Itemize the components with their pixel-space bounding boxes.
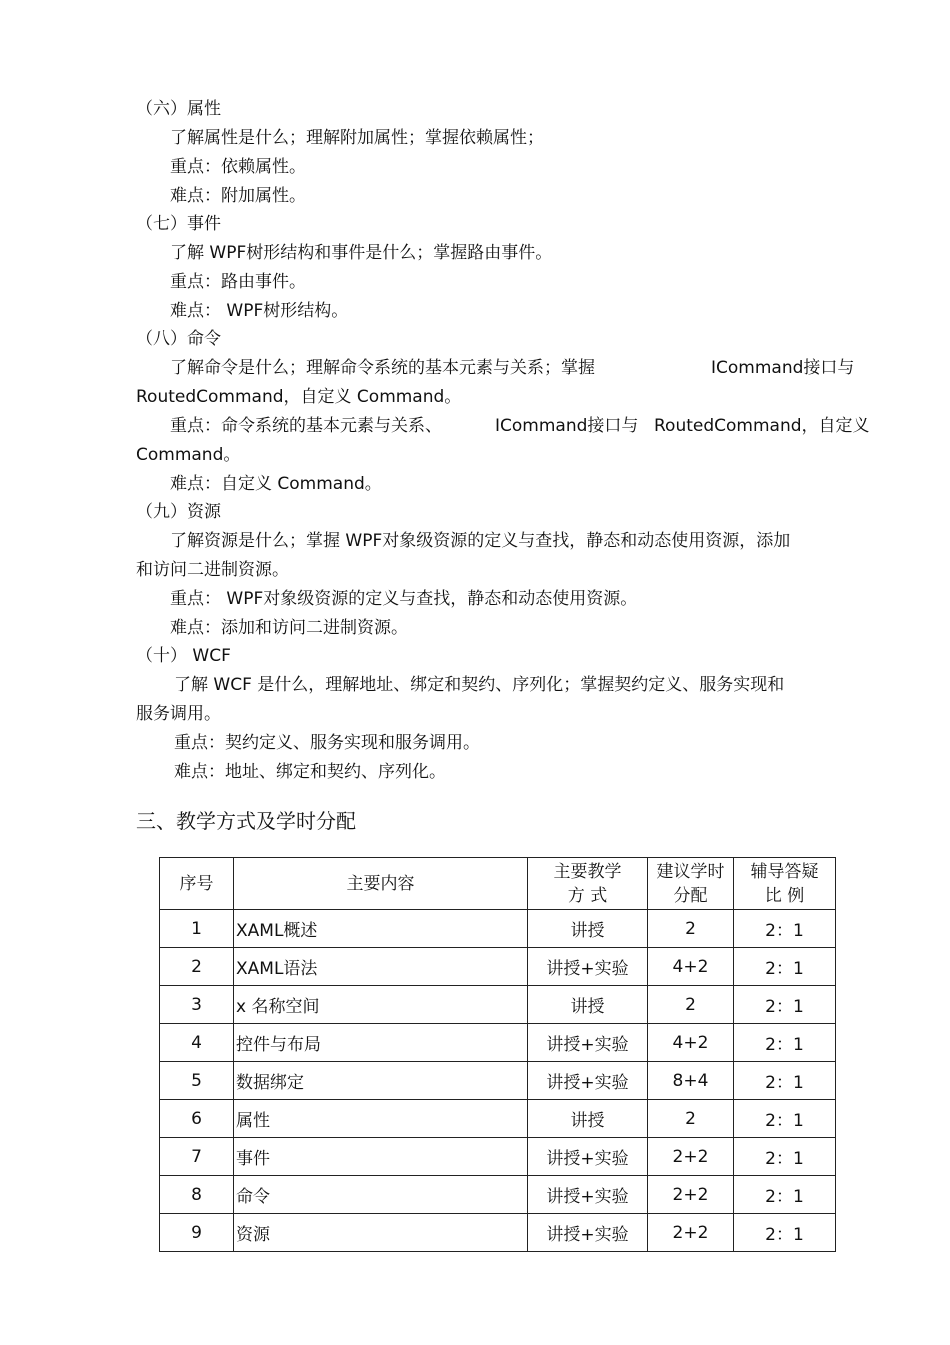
row-content-cell: XAML语法 <box>234 948 528 986</box>
section-7-intro: 了解 WPF树形结构和事件是什么；掌握路由事件。 <box>170 243 553 263</box>
row-ratio-cell: 2：1 <box>734 1214 836 1252</box>
row-ratio-cell: 2：1 <box>734 948 836 986</box>
row-ratio-cell: 2：1 <box>734 1176 836 1214</box>
section-10-heading: （十） WCF <box>136 646 231 666</box>
header-cell: 辅导答疑 比 例 <box>734 858 836 910</box>
row-hours-cell: 2+2 <box>648 1176 734 1214</box>
row-hours-cell: 8+4 <box>648 1062 734 1100</box>
header-cell: 建议学时 分配 <box>648 858 734 910</box>
table-row <box>160 1062 836 1100</box>
table-row <box>160 1024 836 1062</box>
section-7-heading: （七）事件 <box>136 214 221 234</box>
teaching-plan-table <box>159 857 836 1252</box>
row-method-cell: 讲授 <box>528 910 648 948</box>
table-row <box>160 948 836 986</box>
row-number-cell: 6 <box>160 1100 234 1138</box>
row-content-cell: x 名称空间 <box>234 986 528 1024</box>
row-number-cell: 3 <box>160 986 234 1024</box>
table-row <box>160 1138 836 1176</box>
row-hours-cell: 2+2 <box>648 1138 734 1176</box>
header-cell: 序号 <box>160 858 234 910</box>
row-method-cell: 讲授+实验 <box>528 1214 648 1252</box>
section-8-heading: （八）命令 <box>136 329 221 349</box>
row-number-cell: 9 <box>160 1214 234 1252</box>
section-9-difficulty: 难点：添加和访问二进制资源。 <box>170 618 408 638</box>
row-method-cell: 讲授+实验 <box>528 1176 648 1214</box>
row-number-cell: 4 <box>160 1024 234 1062</box>
table-row <box>160 1214 836 1252</box>
row-hours-cell: 2 <box>648 986 734 1024</box>
row-method-cell: 讲授+实验 <box>528 948 648 986</box>
section-6-heading: （六）属性 <box>136 99 221 119</box>
section-7-difficulty: 难点： WPF树形结构。 <box>170 301 349 321</box>
row-hours-cell: 2 <box>648 910 734 948</box>
section-10-intro-part1: 了解 WCF 是什么，理解地址、绑定和契约、序列化；掌握契约定义、服务实现和 <box>174 675 785 695</box>
row-method-cell: 讲授+实验 <box>528 1024 648 1062</box>
row-ratio-cell: 2：1 <box>734 1100 836 1138</box>
section-6-keypoint: 重点：依赖属性。 <box>170 157 306 177</box>
section-8-keypoint-part1: 重点：命令系统的基本元素与关系、 <box>170 416 442 436</box>
section-9-intro-part1: 了解资源是什么；掌握 WPF对象级资源的定义与查找，静态和动态使用资源，添加 <box>170 531 791 551</box>
row-number-cell: 5 <box>160 1062 234 1100</box>
row-content-cell: 控件与布局 <box>234 1024 528 1062</box>
section-8-intro-part1: 了解命令是什么；理解命令系统的基本元素与关系；掌握 <box>170 358 595 378</box>
row-hours-cell: 4+2 <box>648 948 734 986</box>
section-8-intro-part3: RoutedCommand，自定义 Command。 <box>136 387 462 407</box>
section-10-intro-part2: 服务调用。 <box>136 704 221 724</box>
row-method-cell: 讲授+实验 <box>528 1138 648 1176</box>
section-6-intro: 了解属性是什么；理解附加属性；掌握依赖属性； <box>170 128 544 148</box>
section-8-intro-part2: ICommand接口与 <box>711 358 855 378</box>
row-hours-cell: 4+2 <box>648 1024 734 1062</box>
section-10-keypoint: 重点：契约定义、服务实现和服务调用。 <box>174 733 480 753</box>
section-8-keypoint-part3: RoutedCommand，自定义 <box>654 416 870 436</box>
row-content-cell: 属性 <box>234 1100 528 1138</box>
table-row <box>160 1100 836 1138</box>
section-8-keypoint-part4: Command。 <box>136 445 241 465</box>
row-content-cell: XAML概述 <box>234 910 528 948</box>
row-ratio-cell: 2：1 <box>734 1138 836 1176</box>
row-ratio-cell: 2：1 <box>734 1024 836 1062</box>
section-8-keypoint-part2: ICommand接口与 <box>495 416 639 436</box>
row-number-cell: 7 <box>160 1138 234 1176</box>
header-cell: 主要教学 方 式 <box>528 858 648 910</box>
section-9-keypoint: 重点： WPF对象级资源的定义与查找，静态和动态使用资源。 <box>170 589 638 609</box>
row-number-cell: 1 <box>160 910 234 948</box>
section-8-difficulty: 难点：自定义 Command。 <box>170 474 382 494</box>
row-number-cell: 8 <box>160 1176 234 1214</box>
section-title: 三、教学方式及学时分配 <box>136 809 356 833</box>
section-10-difficulty: 难点：地址、绑定和契约、序列化。 <box>174 762 446 782</box>
section-9-heading: （九）资源 <box>136 502 221 522</box>
row-hours-cell: 2+2 <box>648 1214 734 1252</box>
row-method-cell: 讲授 <box>528 986 648 1024</box>
table-row <box>160 1176 836 1214</box>
row-content-cell: 数据绑定 <box>234 1062 528 1100</box>
row-content-cell: 命令 <box>234 1176 528 1214</box>
table-row <box>160 986 836 1024</box>
row-ratio-cell: 2：1 <box>734 986 836 1024</box>
row-number-cell: 2 <box>160 948 234 986</box>
header-cell: 主要内容 <box>234 858 528 910</box>
row-method-cell: 讲授+实验 <box>528 1062 648 1100</box>
row-content-cell: 资源 <box>234 1214 528 1252</box>
table-header-row <box>160 858 836 910</box>
table-row <box>160 910 836 948</box>
row-content-cell: 事件 <box>234 1138 528 1176</box>
row-ratio-cell: 2：1 <box>734 910 836 948</box>
row-ratio-cell: 2：1 <box>734 1062 836 1100</box>
section-6-difficulty: 难点：附加属性。 <box>170 186 306 206</box>
row-method-cell: 讲授 <box>528 1100 648 1138</box>
section-7-keypoint: 重点：路由事件。 <box>170 272 306 292</box>
row-hours-cell: 2 <box>648 1100 734 1138</box>
section-9-intro-part2: 和访问二进制资源。 <box>136 560 289 580</box>
